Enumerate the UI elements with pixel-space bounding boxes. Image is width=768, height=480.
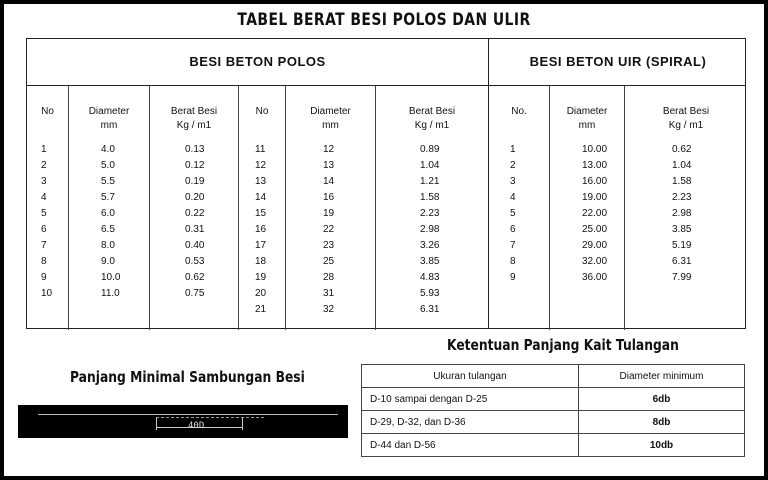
table-cell: 16 [323, 192, 335, 203]
table-cell: 19 [255, 272, 267, 283]
table-cell: 16 [255, 224, 267, 235]
header-no: No. [511, 106, 527, 117]
table-cell: 9 [510, 272, 516, 283]
diameter-cell [579, 411, 745, 434]
ulir-diameter-column [582, 142, 607, 286]
table-cell: 1.04 [672, 160, 692, 171]
table-cell: 3.85 [420, 256, 440, 267]
table-cell: 11 [255, 144, 266, 155]
table-cell: 1.21 [420, 176, 440, 187]
table-cell: 6.31 [420, 304, 440, 315]
table-cell: 20 [255, 288, 267, 299]
table-cell: 0.13 [185, 144, 205, 155]
table-cell: 5.5 [101, 176, 115, 187]
polos-diameter-column [323, 142, 334, 318]
rebar-line [38, 414, 338, 415]
diameter-value: 8db [652, 416, 671, 428]
table-cell: 0.20 [185, 192, 205, 203]
kait-title: Ketentuan Panjang Kait Tulangan [447, 336, 679, 354]
table-cell: 5.7 [101, 192, 115, 203]
table-cell: 0.12 [185, 160, 205, 171]
diameter-value: 10db [649, 439, 674, 451]
section-title-rule [27, 85, 745, 86]
table-cell: 0.62 [185, 272, 205, 283]
table-cell: 8 [510, 256, 516, 267]
diameter-cell [579, 388, 745, 411]
table-cell: 0.31 [185, 224, 205, 235]
table-cell: 0.75 [185, 288, 205, 299]
header-berat: Berat Besi Kg / m1 [662, 106, 710, 131]
table-cell: 10 [41, 288, 53, 299]
table-cell: 16.00 [582, 176, 608, 187]
diameter-cell [579, 434, 745, 457]
polos-no-column [255, 142, 266, 318]
table-cell: 7 [510, 240, 516, 251]
table-cell: 17 [255, 240, 267, 251]
splice-diagram [18, 405, 348, 438]
table-cell: 6.0 [101, 208, 115, 219]
table-cell: 32 [323, 304, 335, 315]
weight-table [26, 38, 746, 329]
table-cell: 4.83 [420, 272, 440, 283]
table-cell: 2.98 [420, 224, 440, 235]
table-cell: 1 [510, 144, 516, 155]
table-cell: 1.58 [420, 192, 440, 203]
polos-title: BESI BETON POLOS [189, 54, 326, 69]
table-cell: 28 [323, 272, 335, 283]
table-cell: 36.00 [582, 272, 608, 283]
table-cell: 9.0 [101, 256, 115, 267]
ulir-title: BESI BETON UIR (SPIRAL) [529, 54, 707, 69]
table-cell: 4 [510, 192, 516, 203]
col-ukuran-header: Ukuran tulangan [362, 365, 579, 388]
table-cell: 12 [255, 160, 267, 171]
table-cell: 10.00 [582, 144, 608, 155]
page-title: TABEL BERAT BESI POLOS DAN ULIR [237, 10, 531, 30]
table-cell: 21 [255, 304, 267, 315]
table-cell: 2.98 [672, 208, 692, 219]
table-cell: 23 [323, 240, 335, 251]
table-cell: 11.0 [101, 288, 120, 299]
table-cell: 6.31 [672, 256, 692, 267]
table-cell: 22 [323, 224, 335, 235]
header-berat: Berat Besi Kg / m1 [170, 106, 218, 131]
table-cell: 9 [41, 272, 47, 283]
table-cell: 13 [255, 176, 267, 187]
ukuran-cell: D-29, D-32, dan D-36 [362, 411, 579, 434]
table-cell: 2.23 [672, 192, 692, 203]
polos-no-column [41, 142, 52, 302]
table-cell: 5 [41, 208, 47, 219]
table-cell: 5.0 [101, 160, 115, 171]
table-row [362, 434, 745, 457]
diameter-value: 6db [652, 393, 671, 405]
polos-berat-column [420, 142, 439, 318]
table-cell: 3 [510, 176, 516, 187]
table-cell: 13 [323, 160, 335, 171]
table-cell: 12 [323, 144, 335, 155]
table-cell: 3 [41, 176, 47, 187]
table-row [362, 411, 745, 434]
table-cell: 18 [255, 256, 267, 267]
polos-berat-column [185, 142, 204, 302]
table-cell: 2.23 [420, 208, 440, 219]
header-berat: Berat Besi Kg / m1 [408, 106, 456, 131]
header-diameter: Diameter mm [310, 106, 351, 131]
ukuran-cell: D-44 dan D-56 [362, 434, 579, 457]
table-cell: 10.0 [101, 272, 121, 283]
table-cell: 5.93 [420, 288, 440, 299]
kait-table [361, 364, 745, 457]
header-no: No [41, 106, 54, 117]
table-cell: 2 [41, 160, 47, 171]
table-cell: 15 [255, 208, 267, 219]
table-cell: 14 [255, 192, 267, 203]
table-cell: 13.00 [582, 160, 608, 171]
rebar-overlap [156, 417, 264, 418]
table-cell: 22.00 [582, 208, 608, 219]
col-diameter-header: Diameter minimum [579, 365, 745, 388]
table-cell: 1.58 [672, 176, 692, 187]
header-diameter: Diameter mm [88, 106, 130, 131]
table-row [362, 388, 745, 411]
table-cell: 0.53 [185, 256, 205, 267]
table-cell: 29.00 [582, 240, 608, 251]
table-cell: 8 [41, 256, 47, 267]
table-cell: 0.89 [420, 144, 440, 155]
table-cell: 3.85 [672, 224, 692, 235]
table-cell: 4.0 [101, 144, 115, 155]
table-cell: 31 [323, 288, 335, 299]
table-cell: 25.00 [582, 224, 608, 235]
table-cell: 6 [41, 224, 47, 235]
table-cell: 0.22 [185, 208, 205, 219]
dimension-tick [156, 418, 157, 430]
ulir-berat-column [672, 142, 691, 286]
table-cell: 14 [323, 176, 335, 187]
table-cell: 5.19 [672, 240, 692, 251]
table-cell: 19.00 [582, 192, 608, 203]
table-cell: 6.5 [101, 224, 115, 235]
header-no: No [255, 106, 269, 117]
table-cell: 3.26 [420, 240, 440, 251]
table-cell: 2 [510, 160, 516, 171]
table-cell: 5 [510, 208, 516, 219]
table-cell: 1.04 [420, 160, 440, 171]
ukuran-cell: D-10 sampai dengan D-25 [362, 388, 579, 411]
sambungan-title: Panjang Minimal Sambungan Besi [70, 368, 305, 386]
table-cell: 19 [323, 208, 335, 219]
col-divider [238, 86, 239, 330]
table-cell: 25 [323, 256, 335, 267]
table-cell: 1 [41, 144, 47, 155]
table-cell: 0.19 [185, 176, 205, 187]
header-diameter: Diameter mm [566, 106, 608, 131]
table-cell: 0.62 [672, 144, 692, 155]
table-cell: 8.0 [101, 240, 115, 251]
dimension-tick [242, 418, 243, 430]
ulir-no-column [510, 142, 516, 286]
table-header-row [362, 365, 745, 388]
table-cell: 0.40 [185, 240, 205, 251]
polos-diameter-column [101, 142, 120, 302]
table-cell: 7.99 [672, 272, 692, 283]
table-cell: 7 [41, 240, 47, 251]
table-cell: 32.00 [582, 256, 608, 267]
table-cell: 4 [41, 192, 47, 203]
lap-length-label: 40D [188, 421, 205, 431]
table-cell: 6 [510, 224, 516, 235]
